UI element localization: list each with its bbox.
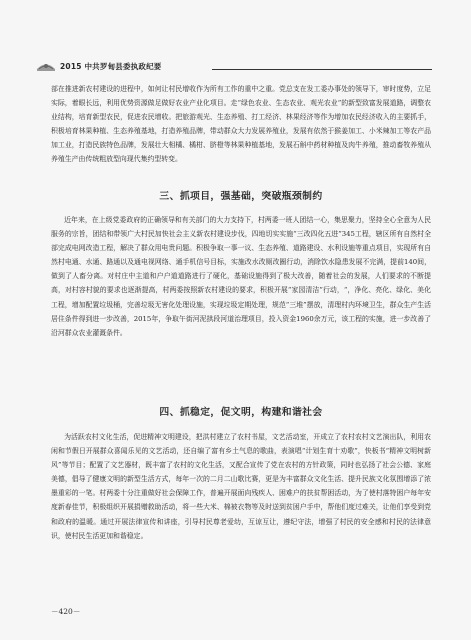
section-3-heading-wrap: [51, 188, 431, 202]
section-4-heading-wrap: [51, 404, 431, 418]
running-header: [36, 60, 432, 74]
paragraph-intro: 部在推进新农村建设的进程中，如何让村民增收作为所有工作的重中之重。党总支在发工委办事处的领导下，审时度势，立足实际，着眼长远，利用优势资源做足做好农业产业化项目。走“绿色农业、生态农业、观光农业”的新型致富发展道路，调整农业结构，培育新型农民，促进农民增收。把旅游观光、生态养殖、打工经济、林果经济等作为增加农民经济收入的主要抓手，积极培育林果种植、生态养殖基地，打造养殖品牌，带动群众大力发展养殖业，发展有依然于猴姜加工、小米辣加工等农产品加工业，打造民族特色品牌，发展壮大相橘、橘柑、脐橙等林果种植基地，发展石斛中药材种植及肉牛养殖，推动畜牧养殖从养殖生产由传统粗放型向现代集约型转变。: [51, 85, 431, 164]
intro-block: [51, 82, 431, 167]
party-emblem-logo: [36, 60, 56, 74]
page-number: －420－: [51, 607, 81, 616]
section-heading-4: 四、抓稳定，促文明，构建和谐社会: [159, 407, 323, 418]
section-3-body: [51, 213, 431, 340]
paragraph-section-4: 为活跃农村文化生活，促进精神文明建设，把洪村建立了农村书屋，文艺活动室，开成立了农村农村文艺演出队，利用农闲和节假日开展群众喜闻乐见的文艺活动，还自编了富有乡土气息的歌曲，表演唱“计划生育十劝歌”，快板书“精神文明树新风”等节目；配置了文艺器材，既丰富了农村的文化生活，又配合宣传了党在农村的方针政策，同时也弘扬了社会公德、家庭美德，倡导了健康文明的新型生活方式，每年一次的二月二山歌比赛，更是为丰富群众文化生活、提升民族文化氛围增添了浓墨重彩的一笔。村两委十分注重做好社会保障工作，普遍开展面向残疾人、困难户的扶贫帮困活动，为了使村落特困户每年安度新春佳节，积极组织开展捐赠救助活动，将一些大米、棉被衣物等及时送到贫困户手中，帮他们度过难关，让他们享受到党和政府的温暖。通过开展法律宣传和讲座，引导村民尊老爱幼，互谅互让，遵纪守法，增强了村民的安全感和村民的法律意识，使村民生活更加和谐稳定。: [51, 433, 431, 540]
paragraph-section-3: 近年来，在上级党委政府的正确领导和有关部门的大力支持下，村两委一班人团结一心，集思聚力，坚持全心全意为人民服务的宗旨，团结和带领广大村民加快社会主义新农村建设步伐，四地切实实施“三改四化五进”345工程，辖区所有自然村全部完成电网改造工程，解决了群众用电贵问题。积极争取一事一议、生态养殖、道路建设、水利设施等重点项目，实现所有自然村电通、水通、路通以及通电视网络、通手机信号目标，实施改水改厕改圈行动，消除饮水隐患发展不完满，提前140间，做到了人畜分离。对村庄中主道和户户道道路进行了硬化，基础设施得到了极大改善，随着社会的发展，人们要求的不断提高，对村容村貌的要求也逐渐提高，村两委按照新农村建设的要求，积极开展“家园清洁”行动，“，净化、亮化、绿化、美化工程，增加配置垃圾桶，完善垃圾无害化处理设施，实现垃圾定期处理，规范“三堆”摆放，清理村内环境卫生，群众生产生活居住条件得到进一步改善，2015年，争取午街河泥拱段河道治理项目，投入资金1960余万元，该工程的实施，进一步改善了沿河群众农业灌溉条件。: [51, 216, 431, 337]
section-4-body: [51, 430, 431, 543]
header-rule: [212, 69, 432, 70]
section-heading-3: 三、抓项目，强基础，突破瓶颈制约: [159, 191, 323, 202]
header-title: 2015 中共罗甸县委执政纪要: [60, 62, 162, 71]
